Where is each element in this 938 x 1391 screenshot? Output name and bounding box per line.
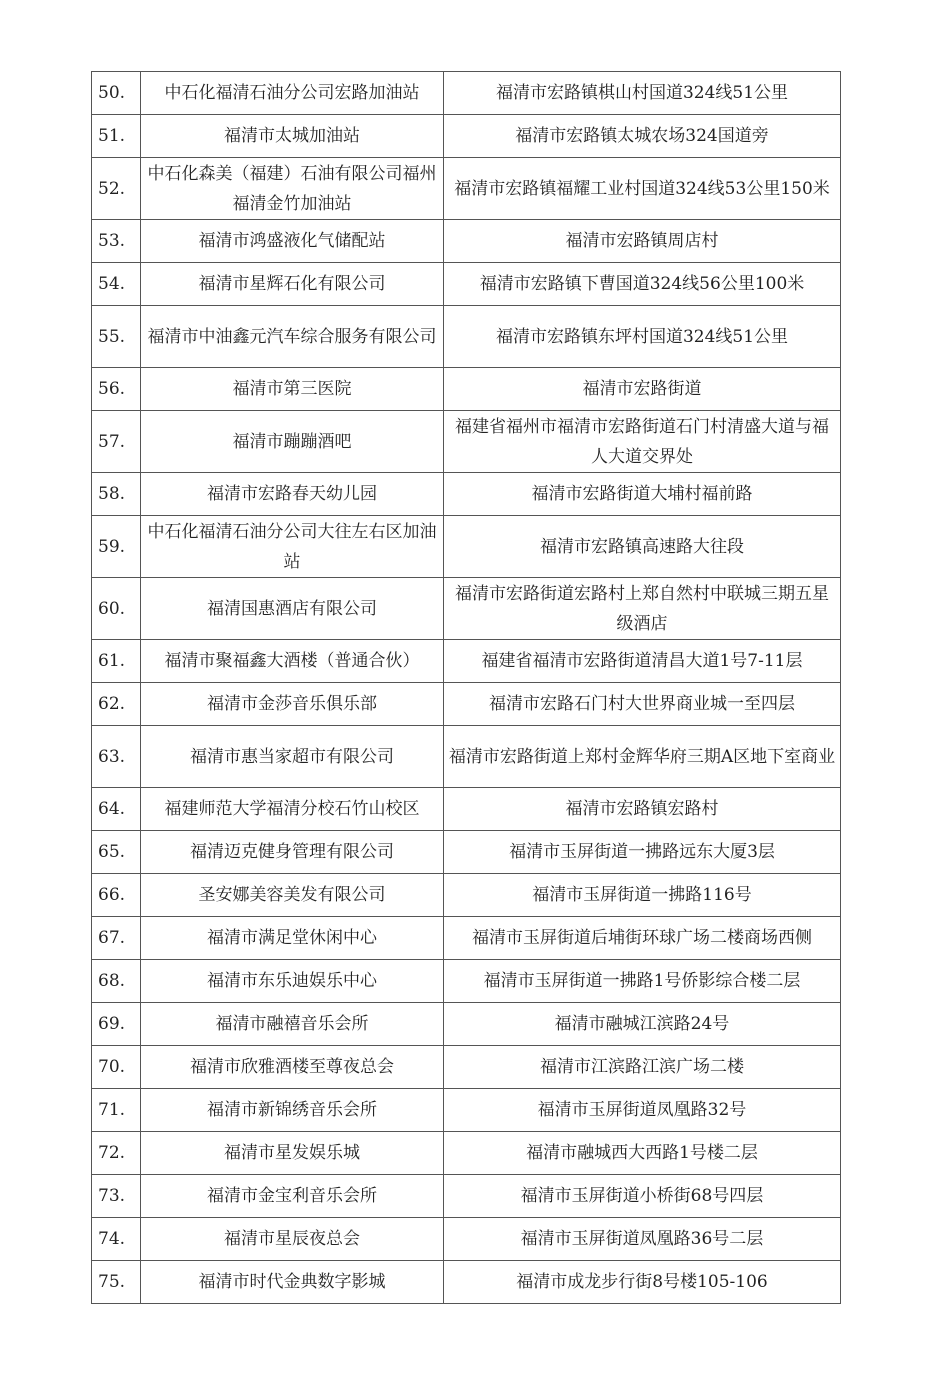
table-row: [92, 1175, 841, 1218]
table-row: [92, 640, 841, 683]
table-row: [92, 683, 841, 726]
venue-name: 福清市中油鑫元汽车综合服务有限公司: [141, 306, 444, 368]
table-row: [92, 1003, 841, 1046]
table-row: [92, 960, 841, 1003]
venue-name: 福清市新锦绣音乐会所: [141, 1089, 444, 1132]
venue-name: 福清市金宝利音乐会所: [141, 1175, 444, 1218]
venue-name: 中石化福清石油分公司大往左右区加油站: [141, 516, 444, 578]
venue-address: 福清市玉屏街道凤凰路36号二层: [444, 1218, 841, 1261]
venue-name: 福清市宏路春天幼儿园: [141, 473, 444, 516]
table-row: [92, 473, 841, 516]
table-row: [92, 1132, 841, 1175]
venue-address: 福清市宏路街道宏路村上郑自然村中联城三期五星级酒店: [444, 578, 841, 640]
venue-name: 福清市时代金典数字影城: [141, 1261, 444, 1304]
venue-address: 福清市宏路镇棋山村国道324线51公里: [444, 72, 841, 115]
venue-address: 福清市玉屏街道小桥街68号四层: [444, 1175, 841, 1218]
table-row: [92, 72, 841, 115]
row-number: 52.: [92, 158, 141, 220]
venue-name: 福清市金莎音乐俱乐部: [141, 683, 444, 726]
venue-name: 中石化森美（福建）石油有限公司福州福清金竹加油站: [141, 158, 444, 220]
row-number: 72.: [92, 1132, 141, 1175]
venue-table-body: [92, 72, 841, 1304]
table-row: [92, 158, 841, 220]
row-number: 71.: [92, 1089, 141, 1132]
row-number: 58.: [92, 473, 141, 516]
row-number: 69.: [92, 1003, 141, 1046]
table-row: [92, 263, 841, 306]
row-number: 68.: [92, 960, 141, 1003]
venue-name: 福清市星辉石化有限公司: [141, 263, 444, 306]
venue-address: 福清市宏路镇高速路大往段: [444, 516, 841, 578]
table-row: [92, 368, 841, 411]
venue-address: 福清市宏路街道大埔村福前路: [444, 473, 841, 516]
venue-name: 福清市鸿盛液化气储配站: [141, 220, 444, 263]
venue-name: 福清国惠酒店有限公司: [141, 578, 444, 640]
row-number: 65.: [92, 831, 141, 874]
row-number: 73.: [92, 1175, 141, 1218]
venue-address: 福清市融城江滨路24号: [444, 1003, 841, 1046]
venue-address: 福建省福清市宏路街道清昌大道1号7-11层: [444, 640, 841, 683]
venue-address: 福清市宏路镇福耀工业村国道324线53公里150米: [444, 158, 841, 220]
table-row: [92, 578, 841, 640]
table-row: [92, 1261, 841, 1304]
row-number: 55.: [92, 306, 141, 368]
venue-name: 福清市惠当家超市有限公司: [141, 726, 444, 788]
venue-name: 福清市星辰夜总会: [141, 1218, 444, 1261]
venue-address: 福清市玉屏街道后埔街环球广场二楼商场西侧: [444, 917, 841, 960]
venue-name: 福清市欣雅酒楼至尊夜总会: [141, 1046, 444, 1089]
venue-name: 福建师范大学福清分校石竹山校区: [141, 788, 444, 831]
venue-address: 福清市玉屏街道一拂路远东大厦3层: [444, 831, 841, 874]
venue-name: 福清市满足堂休闲中心: [141, 917, 444, 960]
venue-name: 福清市太城加油站: [141, 115, 444, 158]
row-number: 59.: [92, 516, 141, 578]
row-number: 51.: [92, 115, 141, 158]
row-number: 75.: [92, 1261, 141, 1304]
row-number: 56.: [92, 368, 141, 411]
table-row: [92, 220, 841, 263]
row-number: 66.: [92, 874, 141, 917]
venue-address: 福清市宏路镇周店村: [444, 220, 841, 263]
venue-address: 福清市玉屏街道一拂路116号: [444, 874, 841, 917]
table-row: [92, 1218, 841, 1261]
venue-address: 福清市玉屏街道一拂路1号侨影综合楼二层: [444, 960, 841, 1003]
table-row: [92, 115, 841, 158]
venue-address: 福清市宏路街道上郑村金辉华府三期A区地下室商业: [444, 726, 841, 788]
venue-address: 福清市宏路镇宏路村: [444, 788, 841, 831]
venue-address: 福清市宏路镇下曹国道324线56公里100米: [444, 263, 841, 306]
table-row: [92, 306, 841, 368]
venue-name: 中石化福清石油分公司宏路加油站: [141, 72, 444, 115]
venue-address: 福清市江滨路江滨广场二楼: [444, 1046, 841, 1089]
venue-address: 福清市宏路镇太城农场324国道旁: [444, 115, 841, 158]
venue-address: 福清市玉屏街道凤凰路32号: [444, 1089, 841, 1132]
venue-address: 福清市融城西大西路1号楼二层: [444, 1132, 841, 1175]
row-number: 74.: [92, 1218, 141, 1261]
row-number: 57.: [92, 411, 141, 473]
venue-address: 福清市宏路镇东坪村国道324线51公里: [444, 306, 841, 368]
venue-address: 福建省福州市福清市宏路街道石门村清盛大道与福人大道交界处: [444, 411, 841, 473]
venue-name: 福清市第三医院: [141, 368, 444, 411]
venue-name: 福清迈克健身管理有限公司: [141, 831, 444, 874]
table-row: [92, 1089, 841, 1132]
table-row: [92, 917, 841, 960]
row-number: 53.: [92, 220, 141, 263]
venue-name: 圣安娜美容美发有限公司: [141, 874, 444, 917]
venue-address: 福清市宏路石门村大世界商业城一至四层: [444, 683, 841, 726]
row-number: 64.: [92, 788, 141, 831]
row-number: 60.: [92, 578, 141, 640]
venue-address: 福清市宏路街道: [444, 368, 841, 411]
row-number: 61.: [92, 640, 141, 683]
row-number: 50.: [92, 72, 141, 115]
row-number: 70.: [92, 1046, 141, 1089]
table-row: [92, 1046, 841, 1089]
row-number: 63.: [92, 726, 141, 788]
table-row: [92, 411, 841, 473]
venue-name: 福清市东乐迪娱乐中心: [141, 960, 444, 1003]
row-number: 67.: [92, 917, 141, 960]
row-number: 54.: [92, 263, 141, 306]
table-row: [92, 788, 841, 831]
venue-name: 福清市融禧音乐会所: [141, 1003, 444, 1046]
table-row: [92, 726, 841, 788]
venue-address: 福清市成龙步行街8号楼105-106: [444, 1261, 841, 1304]
venue-name: 福清市蹦蹦酒吧: [141, 411, 444, 473]
row-number: 62.: [92, 683, 141, 726]
table-row: [92, 516, 841, 578]
table-row: [92, 874, 841, 917]
venue-name: 福清市聚福鑫大酒楼（普通合伙）: [141, 640, 444, 683]
table-row: [92, 831, 841, 874]
venue-name: 福清市星发娱乐城: [141, 1132, 444, 1175]
venue-table: [91, 71, 841, 1304]
